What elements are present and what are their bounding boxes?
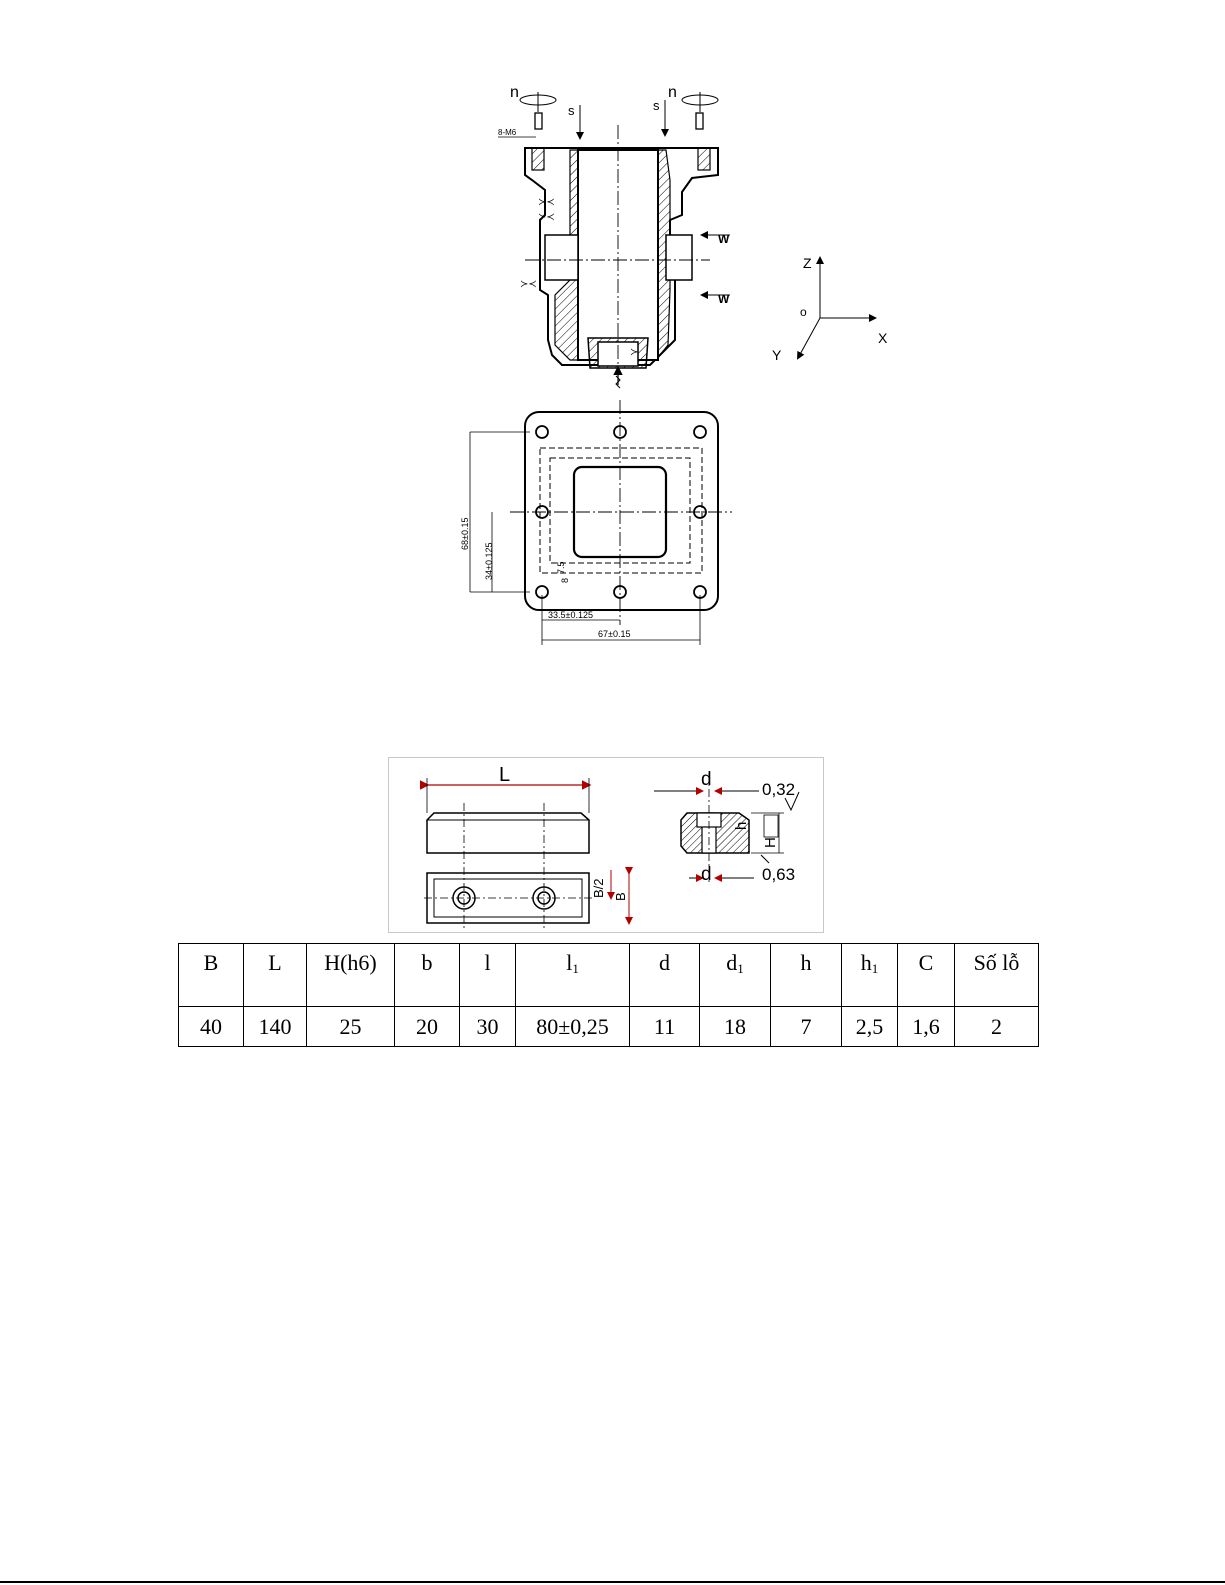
header-cell: b — [395, 944, 460, 1007]
locating-symbol-3: ≻≺ — [520, 279, 537, 290]
header-cell: d1 — [700, 944, 771, 1007]
value-cell: 18 — [700, 1007, 771, 1047]
feed-label-left: s — [568, 103, 575, 118]
axis-system — [772, 255, 888, 363]
support-plate-drawing — [388, 757, 824, 933]
dim-d: d — [701, 769, 712, 790]
value-cell: 25 — [307, 1007, 395, 1047]
value-cell: 80±0,25 — [516, 1007, 630, 1047]
housing-drawing — [460, 80, 930, 660]
header-cell: h1 — [842, 944, 898, 1007]
header-cell: d — [630, 944, 700, 1007]
dim-B-half: B/2 — [591, 878, 606, 898]
housing-section — [525, 148, 718, 368]
thread-label: 8-M6 — [498, 128, 517, 137]
roughness-bottom: 0,63 — [762, 865, 796, 884]
dim-7-5: 7.5 — [556, 561, 566, 574]
dim-34: 34±0.125 — [484, 542, 494, 580]
clamp-label-1: W — [718, 232, 730, 246]
table-header-row — [179, 944, 1039, 1007]
plan-view — [460, 400, 732, 645]
header-cell: B — [179, 944, 244, 1007]
value-cell: 2,5 — [842, 1007, 898, 1047]
rotation-symbol-right — [668, 84, 718, 129]
value-cell: 30 — [460, 1007, 516, 1047]
axis-origin-label: o — [800, 305, 807, 319]
value-cell: 1,6 — [898, 1007, 955, 1047]
axis-x-label: X — [878, 330, 888, 346]
value-cell: 40 — [179, 1007, 244, 1047]
plate-section — [654, 769, 799, 885]
value-cell: 140 — [244, 1007, 307, 1047]
dim-8: 8 — [560, 577, 570, 583]
rotation-symbol-left — [510, 84, 556, 129]
feed-label-right: s — [653, 98, 660, 113]
roughness-top: 0,32 — [762, 780, 796, 799]
dim-68: 68±0.15 — [460, 517, 470, 550]
value-cell: 11 — [630, 1007, 700, 1047]
header-cell: C — [898, 944, 955, 1007]
locating-symbol-2: ≻≺ — [538, 212, 555, 223]
locating-symbol-1: ≻≺ — [538, 197, 555, 208]
svg-text:n: n — [510, 84, 519, 101]
dim-L: L — [499, 764, 511, 786]
header-cell: L — [244, 944, 307, 1007]
value-cell: 2 — [955, 1007, 1039, 1047]
header-cell: H(h6) — [307, 944, 395, 1007]
locating-symbol-4: ≻ — [630, 347, 639, 358]
dim-d1: d — [701, 864, 712, 885]
dim-B: B — [613, 892, 628, 901]
header-cell: h — [771, 944, 842, 1007]
svg-text:n: n — [668, 84, 677, 101]
spec-table — [178, 943, 1039, 1047]
value-cell: 7 — [771, 1007, 842, 1047]
header-cell: Số lỗ — [955, 944, 1039, 1007]
clamp-label-2: W — [718, 292, 730, 306]
dim-67: 67±0.15 — [598, 629, 631, 639]
axis-z-label: Z — [803, 255, 812, 271]
axis-y-label: Y — [772, 347, 782, 363]
dim-H: H — [762, 837, 779, 848]
page-bottom-rule — [0, 1581, 1225, 1583]
header-cell: l1 — [516, 944, 630, 1007]
dim-h: h — [733, 821, 750, 830]
table-value-row — [179, 1007, 1039, 1047]
header-cell: l — [460, 944, 516, 1007]
value-cell: 20 — [395, 1007, 460, 1047]
dim-33-5: 33.5±0.125 — [548, 610, 593, 620]
